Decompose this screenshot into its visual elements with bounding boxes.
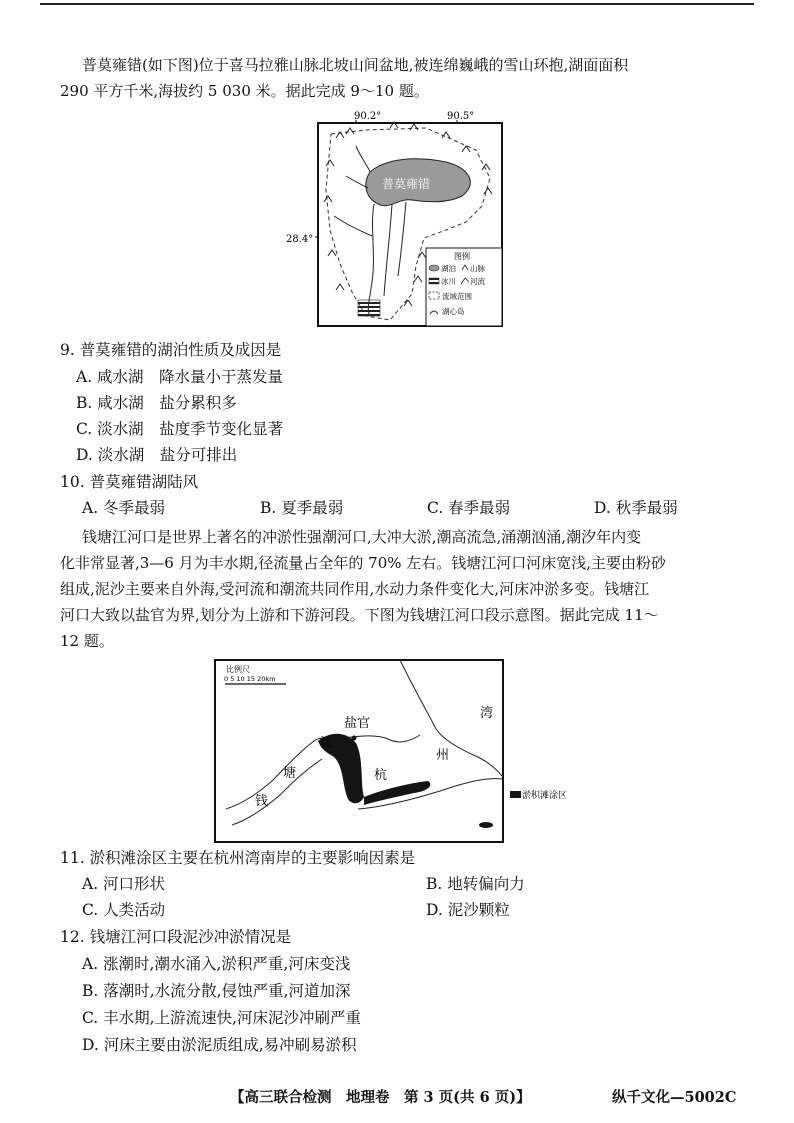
passage2-line1: 钱塘江河口是世界上著名的冲淤性强潮河口,大冲大淤,潮高流急,涌潮汹涌,潮汐年内变 [82,528,642,546]
q11-option-d[interactable]: D. 泥沙颗粒 [426,901,510,919]
legend-title: 图例 [454,252,470,261]
q12-option-d[interactable]: D. 河床主要由淤泥质组成,易冲刷易淤积 [82,1036,357,1054]
q12-stem: 12. 钱塘江河口段泥沙冲淤情况是 [60,928,292,946]
jiang-label: 江 [320,736,334,751]
footer-code: 纵千文化—5002C [612,1089,737,1106]
legend-river-label: 河流 [470,277,485,286]
q10-stem: 10. 普莫雍错湖陆风 [60,473,199,491]
yanguan-label: 盐官 [344,716,371,731]
q9-option-a[interactable]: A. 咸水湖 降水量小于蒸发量 [76,368,284,386]
q11-option-c[interactable]: C. 人类活动 [82,901,166,919]
passage2-line2: 化非常显著,3—6 月为丰水期,径流量占全年的 70% 左右。钱塘江河口河床宽浅,主要由粉砂 [60,554,667,572]
q9-stem: 9. 普莫雍错的湖泊性质及成因是 [60,341,282,359]
top-rule [40,3,754,5]
lat-label: 28.4° [286,234,314,245]
legend-glacier-label: 冰川 [441,277,456,286]
wan-label: 湾 [480,706,494,721]
q11-stem: 11. 淤积滩涂区主要在杭州湾南岸的主要影响因素是 [60,849,416,867]
passage1-line1: 普莫雍错(如下图)位于喜马拉雅山脉北坡山间盆地,被连绵巍峨的雪山环抱,湖面面积 [82,56,629,74]
q9-option-c[interactable]: C. 淡水湖 盐度季节变化显著 [76,420,284,438]
lon-right-label: 90.5° [447,111,475,122]
lake-name: 普莫雍错 [382,177,431,191]
qiantang-estuary-map [214,659,594,845]
q10-option-a[interactable]: A. 冬季最弱 [82,499,166,517]
scale-title: 比例尺 [226,665,250,674]
tidal-flat-islet [479,822,493,828]
q9-option-d[interactable]: D. 淡水湖 盐分可排出 [76,446,238,464]
passage2-line3: 组成,泥沙主要来自外海,受河流和潮流共同作用,水动力条件变化大,河床冲淤多变。钱塘江 [60,580,650,598]
glacier-area [358,300,380,316]
legend-mountain-label: 山脉 [470,264,485,273]
legend-deposition-swatch [510,791,521,798]
legend-lake-icon [429,265,439,271]
map2-frame [215,660,503,842]
footer-page-info: 【高三联合检测 地理卷 第 3 页(共 6 页)】 [230,1089,531,1106]
legend-glacier-icon [429,278,439,284]
legend-island-label: 湖心岛 [442,307,465,316]
passage2-line4: 河口大致以盐官为界,划分为上游和下游河段。下图为钱塘江河口段示意图。据此完成 11～ [60,606,659,624]
q10-option-d[interactable]: D. 秋季最弱 [594,499,678,517]
pumoyongcuo-map [286,106,506,330]
yanguan-dot [352,736,357,741]
hang-label: 杭 [374,768,388,783]
q12-option-a[interactable]: A. 涨潮时,潮水涌入,淤积严重,河床变浅 [82,955,351,973]
zhou-label: 州 [436,748,450,763]
q12-option-b[interactable]: B. 落潮时,水流分散,侵蚀严重,河道加深 [82,982,351,1000]
qian-label: 钱 [255,794,269,809]
passage1-line2: 290 平方千米,海拔约 5 030 米。据此完成 9～10 题。 [60,82,429,100]
legend-basin-label: 流域范围 [442,292,472,301]
q12-option-c[interactable]: C. 丰水期,上游流速快,河床泥沙冲刷严重 [82,1009,362,1027]
passage2-line5: 12 题。 [60,632,114,650]
lon-left-label: 90.2° [354,111,382,122]
tang-label: 塘 [283,766,297,781]
q9-option-b[interactable]: B. 咸水湖 盐分累积多 [76,394,237,412]
legend-deposition-label: 淤积滩涂区 [522,791,568,801]
legend-lake-label: 湖泊 [441,264,456,273]
q11-option-b[interactable]: B. 地转偏向力 [426,875,525,893]
scale-ticks: 0 5 10 15 20km [224,675,276,683]
q11-option-a[interactable]: A. 河口形状 [82,875,166,893]
q10-option-b[interactable]: B. 夏季最弱 [260,499,344,517]
q10-option-c[interactable]: C. 春季最弱 [427,499,511,517]
